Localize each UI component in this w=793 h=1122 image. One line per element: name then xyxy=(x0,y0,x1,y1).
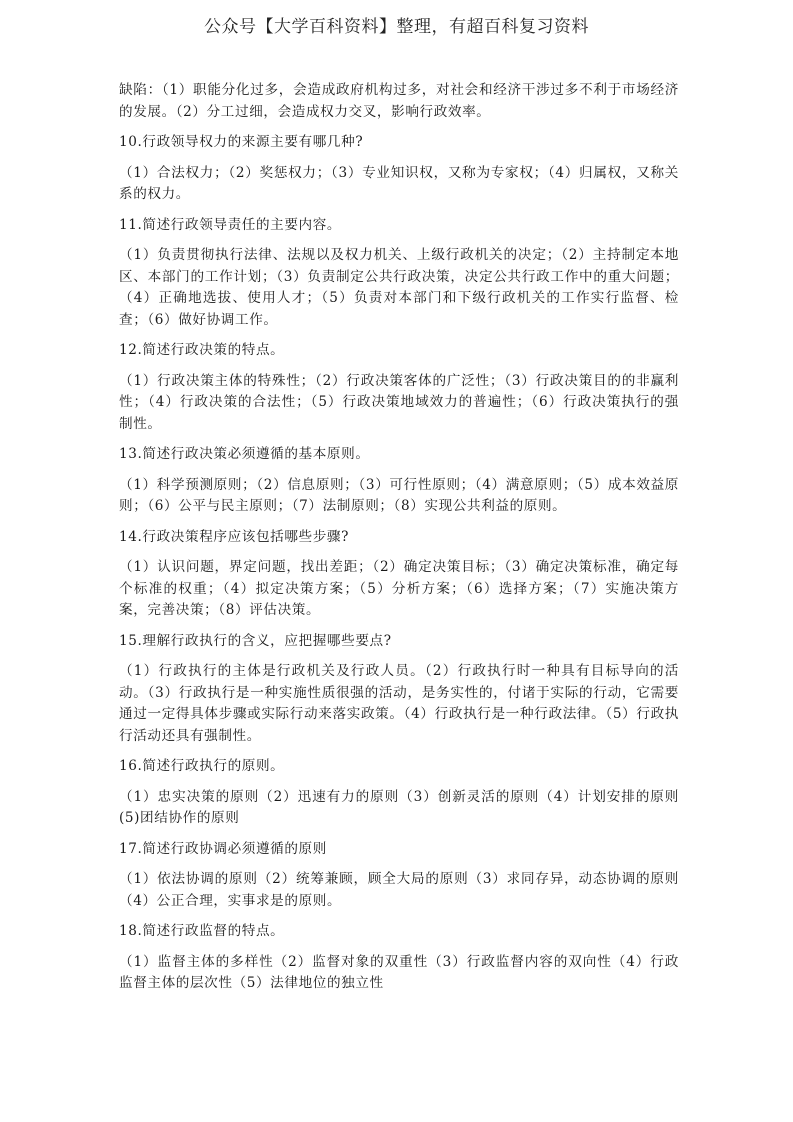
document-body xyxy=(119,80,679,1004)
question-heading: 18.简述行政监督的特点。 xyxy=(119,923,285,939)
qa-item-16 xyxy=(119,756,679,830)
answer-paragraph: （1）忠实决策的原则（2）迅速有力的原则（3）创新灵活的原则（4）计划安排的原则 (5)团结协作的原则 xyxy=(119,788,679,826)
question-heading: 17.简述行政协调必须遵循的原则 xyxy=(119,840,327,857)
answer-paragraph: （1）依法协调的原则（2）统筹兼顾，顾全大局的原则（3）求同存异，动态协调的原则（4）公正合理，实事求是的原则。 xyxy=(119,871,679,909)
qa-item-12 xyxy=(119,340,679,435)
question-heading: 14.行政决策程序应该包括哪些步骤? xyxy=(119,528,350,545)
answer-paragraph: （1）合法权力；（2）奖惩权力；（3）专业知识权，又称为专家权；（4）归属权，又称关系的权力。 xyxy=(119,164,679,202)
intro-paragraph: 缺陷：（1）职能分化过多，会造成政府机构过多，对社会和经济干涉过多不利于市场经济的发展。（2）分工过细，会造成权力交叉，影响行政效率。 xyxy=(119,82,679,120)
answer-paragraph: （1）科学预测原则；（2）信息原则；（3）可行性原则；（4）满意原则；（5）成本效益原则；（6）公平与民主原则；（7）法制原则；（8）实现公共利益的原则。 xyxy=(119,476,679,514)
answer-paragraph: （1）行政决策主体的特殊性；（2）行政决策客体的广泛性；（3）行政决策目的的非赢利性；（4）行政决策的合法性；（5）行政决策地域效力的普遍性；（6）行政决策执行的强制性。 xyxy=(119,372,679,432)
qa-item-15 xyxy=(119,631,679,748)
question-heading: 13.简述行政决策必须遵循的基本原则。 xyxy=(119,446,370,462)
page-header: 公众号【大学百科资料】整理，有超百科复习资料 xyxy=(204,17,589,37)
answer-paragraph: （1）监督主体的多样性（2）监督对象的双重性（3）行政监督内容的双向性（4）行政监督主体的层次性（5）法律地位的独立性 xyxy=(119,953,679,991)
question-heading: 12.简述行政决策的特点。 xyxy=(119,342,285,358)
qa-item-14 xyxy=(119,527,679,622)
qa-item-18 xyxy=(119,921,679,995)
qa-item-10 xyxy=(119,132,679,206)
qa-item-11 xyxy=(119,215,679,332)
answer-paragraph: （1）负责贯彻执行法律、法规以及权力机关、上级行政机关的决定；（2）主持制定本地区、本部门的工作计划；（3）负责制定公共行政决策，决定公共行政工作中的重大问题；（4）正确地选拔、使用人才；（5）负责对本部门和下级行政机关的工作实行监督、检查；（6）做好协调工作。 xyxy=(119,247,679,328)
question-heading: 16.简述行政执行的原则。 xyxy=(119,758,285,774)
answer-paragraph: （1）认识问题，界定问题，找出差距；（2）确定决策目标；（3）确定决策标准，确定每个标准的权重；（4）拟定决策方案；（5）分析方案；（6）选择方案；（7）实施决策方案，完善决策；（8）评估决策。 xyxy=(119,559,679,618)
question-heading: 10.行政领导权力的来源主要有哪几种? xyxy=(119,134,364,150)
question-heading: 11.简述行政领导责任的主要内容。 xyxy=(119,216,342,233)
qa-item-13 xyxy=(119,444,679,518)
question-heading: 15.理解行政执行的含义，应把握哪些要点? xyxy=(119,632,392,649)
qa-item-17 xyxy=(119,839,679,913)
answer-paragraph: （1）行政执行的主体是行政机关及行政人员。（2）行政执行时一种具有目标导向的活动。（3）行政执行是一种实施性质很强的活动，是务实性的，付诸于实际的行动，它需要通过一定得具体步骤或实际行动来落实政策。（4）行政执行是一种行政法律。（5）行政执行活动还具有强制性。 xyxy=(119,663,679,744)
